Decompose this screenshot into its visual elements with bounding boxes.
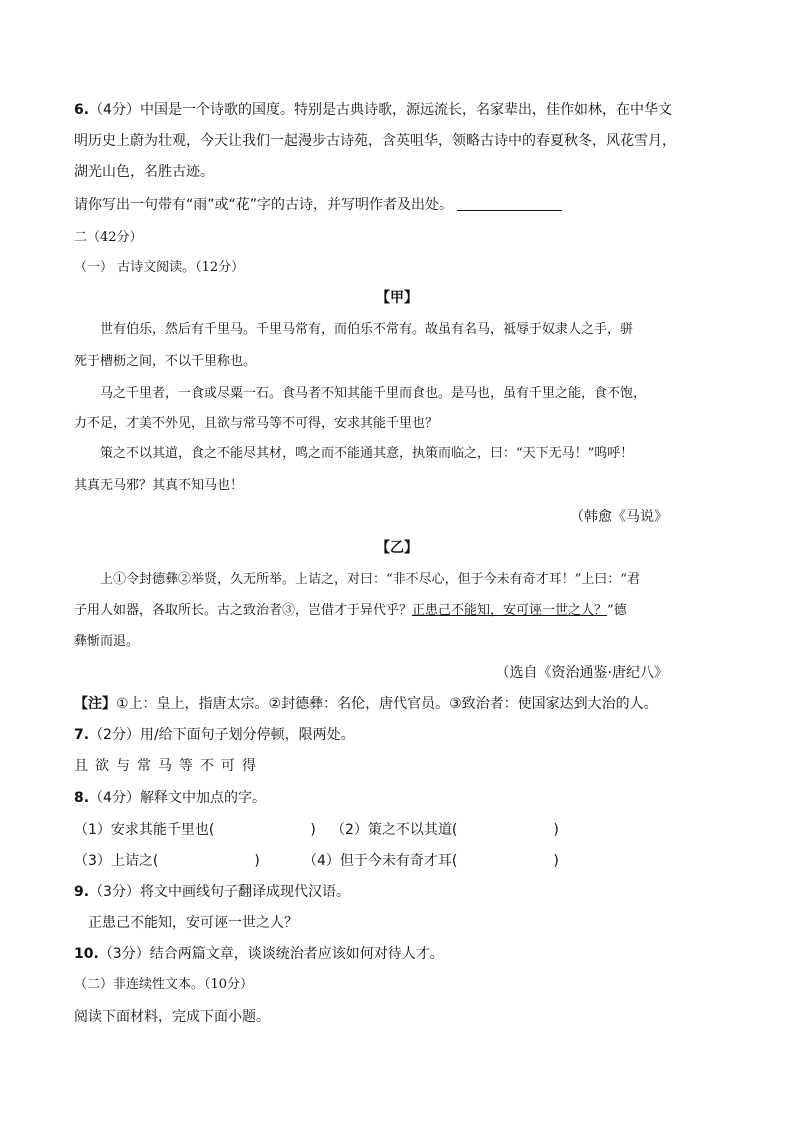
q7-sentence: 且欲与常马等不可得	[74, 758, 263, 774]
q8-number: 8.	[74, 790, 90, 806]
yi-p1-line2-pre: 子用人如器，各取所长。古之致治者③，岂借才于异代乎？	[74, 603, 413, 618]
yi-p1-line1: 上①令封德彝②举贤，久无所举。上诘之，对曰：“非不尽心，但于今未有奇才耳！”上曰：“君	[100, 572, 640, 587]
q6-line2: 明历史上蔚为壮观，今天让我们一起漫步古诗苑，含英咀华，领略古诗中的春夏秋冬，风花雪月，	[74, 133, 676, 149]
q9-text: （3分）将文中画线句子翻译成现代汉语。	[89, 884, 350, 900]
q6-number: 6.	[74, 102, 90, 118]
note-text: ①上：皇上，指唐太宗。②封德彝：名伦，唐代官员。③致治者：使国家达到大治的人。	[116, 696, 658, 712]
q7-line	[74, 725, 355, 745]
q9-number: 9.	[74, 884, 90, 900]
section-2-2-heading: （二）非连续性文本。（10分）	[74, 977, 254, 992]
jia-p1-line1: 世有伯乐，然后有千里马。千里马常有，而伯乐不常有。故虽有名马，祗辱于奴隶人之手，骈	[100, 322, 634, 337]
q8-item2: （2）策之不以其道( )	[331, 822, 559, 838]
yi-p1-line2	[74, 601, 627, 621]
q8-item3: （3）上诘之( )	[74, 853, 260, 869]
jia-p1-line2: 死于槽枥之间，不以千里称也。	[74, 354, 257, 369]
yi-heading: 【乙】	[376, 540, 418, 556]
q6-line4	[74, 195, 562, 215]
q8-text: （4分）解释文中加点的字。	[89, 790, 266, 806]
q8-item4-text: （4）但于今未有奇才耳(	[303, 853, 458, 869]
q8-line	[74, 788, 266, 808]
q7-text: （2分）用/给下面句子划分停顿，限两处。	[89, 727, 355, 743]
note-label: 【注】	[74, 696, 116, 712]
q8-item3-text: （3）上诘之(	[74, 853, 159, 869]
jia-source: （韩愈《马说》	[570, 509, 668, 525]
q10-text: （3分）结合两篇文章，谈谈统治者应该如何对待人才。	[98, 946, 444, 962]
q10-line	[74, 944, 444, 964]
q9-line	[74, 882, 350, 902]
q6-line1	[74, 100, 672, 120]
jia-p2-line1: 马之千里者，一食或尽粟一石。食马者不知其能千里而食也。是马也，虽有千里之能，食不饱，	[100, 386, 647, 401]
q7-number: 7.	[74, 727, 90, 743]
jia-p2-line2: 力不足，才美不外见，且欲与常马等不可得，安求其能千里也？	[74, 416, 439, 431]
q8-item1: （1）安求其能千里也( )	[74, 822, 316, 838]
q6-line3: 湖光山色，名胜古迹。	[74, 164, 214, 180]
section-2-1-heading: （一） 古诗文阅读。（12分）	[74, 260, 245, 275]
q6-answer-blank[interactable]	[457, 196, 562, 211]
q10-number: 10.	[74, 946, 99, 962]
jia-p3-line2: 其真无马邪？其真不知马也！	[74, 478, 244, 493]
yi-p1-line2-post: ”德	[607, 603, 627, 618]
q6-prompt: 请你写出一句带有“雨”或“花”字的古诗，并写明作者及出处。	[74, 197, 454, 213]
yi-underlined-sentence: 正患己不能知，安可诬一世之人？	[412, 603, 608, 618]
q8-item2-text: （2）策之不以其道(	[331, 822, 458, 838]
section-2-heading: 二（42分）	[74, 230, 143, 245]
q9-sentence: 正患己不能知，安可诬一世之人？	[88, 915, 298, 931]
jia-p3-line1: 策之不以其道，食之不能尽其材，鸣之而不能通其意，执策而临之，曰：“天下无马！”呜呼！	[100, 446, 634, 461]
q8-item4: （4）但于今未有奇才耳( )	[303, 853, 559, 869]
jia-heading: 【甲】	[376, 290, 418, 306]
yi-p1-line3: 彝惭而退。	[74, 634, 140, 649]
note-line	[74, 694, 658, 714]
q8-item1-text: （1）安求其能千里也(	[74, 822, 215, 838]
final-instruction: 阅读下面材料，完成下面小题。	[74, 1009, 270, 1025]
yi-source: （选自《资治通鉴·唐纪八》	[495, 665, 668, 681]
q6-text-1: （4分）中国是一个诗歌的国度。特别是古典诗歌，源远流长，名家辈出，佳作如林，在中华文	[89, 102, 672, 118]
